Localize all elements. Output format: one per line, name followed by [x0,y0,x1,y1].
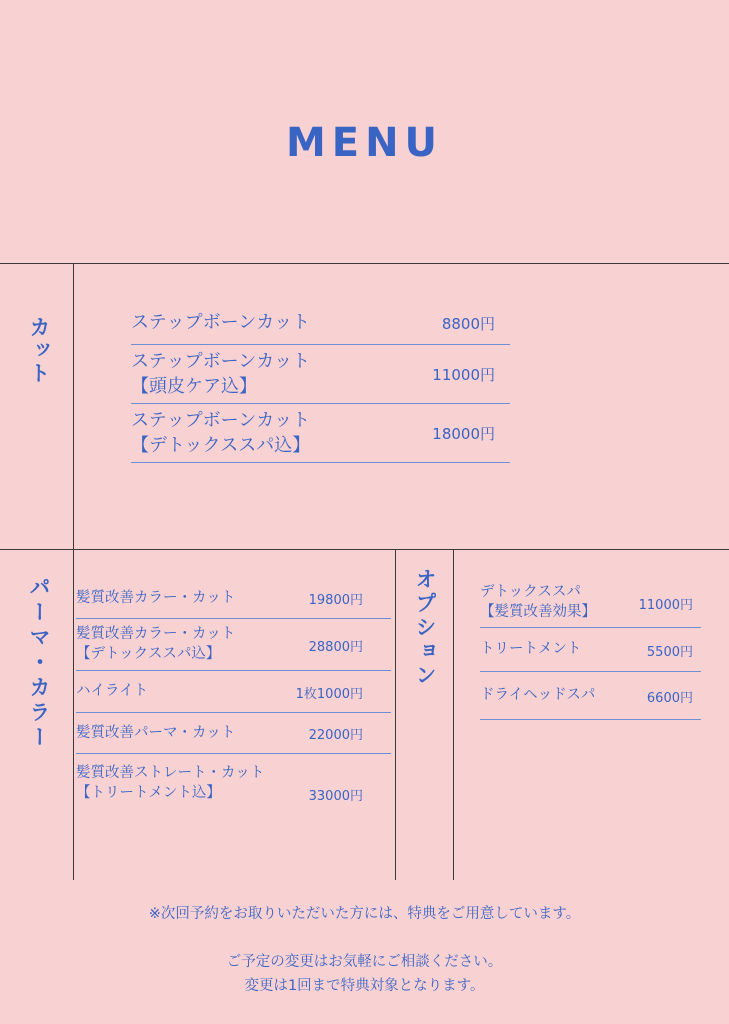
item-underline [480,719,701,721]
item-price: 11000円 [432,366,495,384]
item-price: 18000円 [432,425,495,443]
divider-option-right [453,549,454,880]
section-label-cut: カット [27,316,51,385]
divider-top [0,263,729,264]
item-price: 5500円 [646,644,693,660]
item-name: 髪質改善カラー・カット 【デトックススパ込】 [76,626,236,662]
menu-item [76,578,391,619]
item-underline [131,462,510,464]
menu-item [76,619,391,671]
item-underline [76,753,391,755]
menu-item [131,404,510,463]
item-name: 髪質改善ストレート・カット 【トリートメント込】 [76,765,265,801]
item-price: 33000円 [308,789,363,804]
menu-item [76,713,391,754]
page-title: MENU [285,120,444,166]
section-label-option: オプション [413,568,437,688]
item-name: デトックススパ 【髪質改善効果】 [480,584,596,620]
item-price: 8800円 [441,315,495,333]
menu-item [480,628,701,672]
note-change-limit: 変更は1回まで特典対象となります。 [244,978,485,994]
item-price: 22000円 [308,728,363,743]
menu-item [131,302,510,345]
item-name: 髪質改善パーマ・カット [76,724,236,741]
item-name: ステップボーンカット 【頭皮ケア込】 [131,351,311,397]
menu-item [76,671,391,713]
divider-option-left [395,549,396,880]
item-name: ドライヘッドスパ [480,687,596,704]
menu-item [480,578,701,628]
menu-item [480,672,701,720]
item-name: ステップボーンカット 【デトックススパ込】 [131,410,311,456]
item-price: 1枚1000円 [295,686,363,702]
item-name: ステップボーンカット [131,312,311,334]
item-name: トリートメント [480,641,582,658]
item-name: ハイライト [76,683,149,700]
section-label-perm-color: パーマ・カラー [27,576,51,751]
note-schedule-change: ご予定の変更はお気軽にご相談ください。 [226,954,503,970]
note-reservation-benefit: ※次回予約をお取りいただいた方には、特典をご用意しています。 [148,906,581,922]
item-name: 髪質改善カラー・カット [76,589,236,606]
item-price: 19800円 [308,593,363,608]
menu-item [131,345,510,404]
divider-middle [0,549,729,550]
divider-left-vertical [73,263,74,880]
item-price: 28800円 [308,639,363,655]
item-price: 11000円 [638,597,693,613]
menu-item [76,758,391,810]
item-price: 6600円 [646,690,693,706]
